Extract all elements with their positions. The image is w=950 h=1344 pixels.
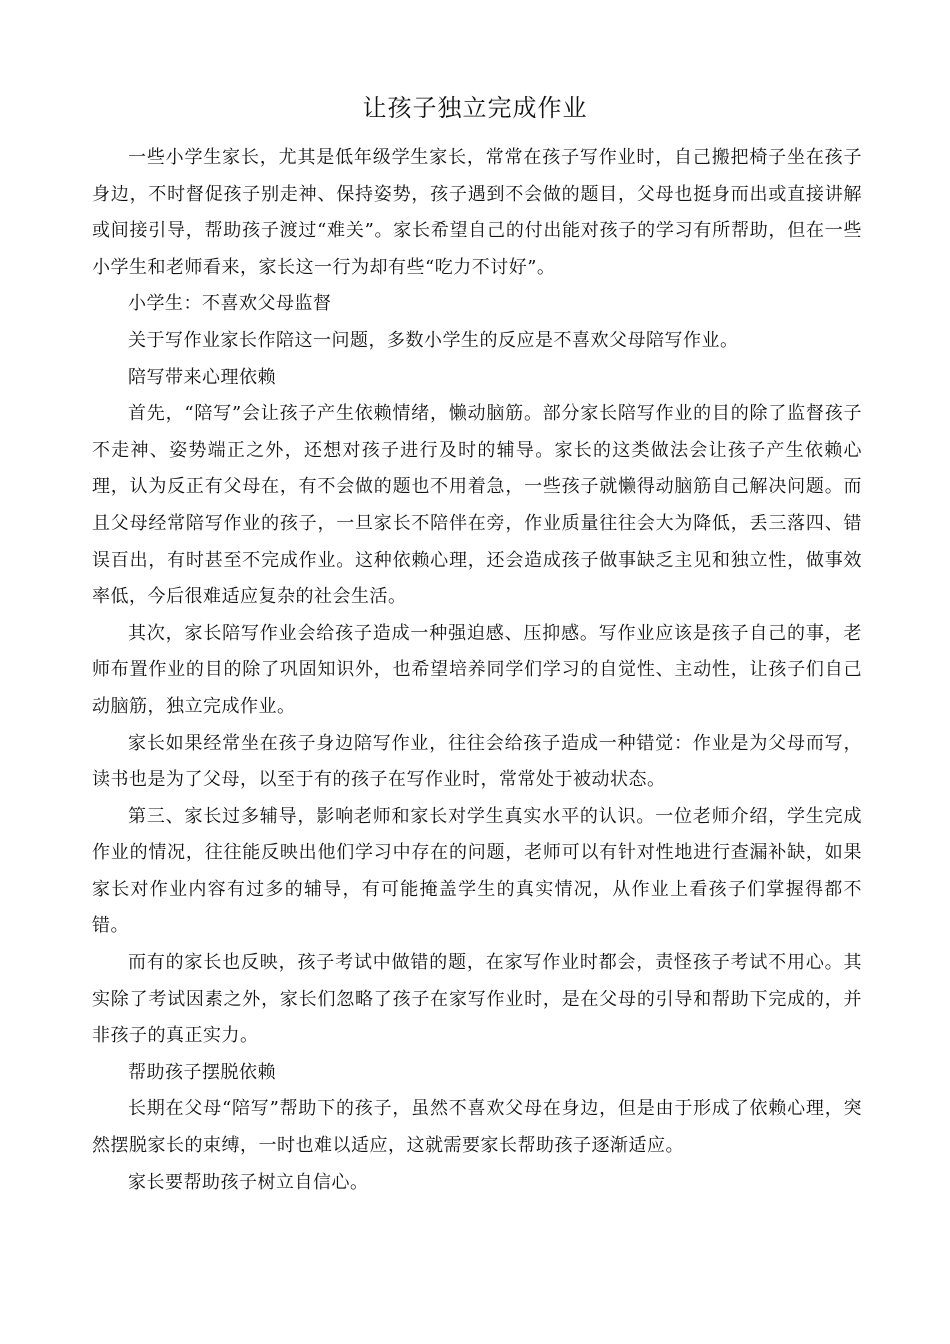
paragraph-illusion: 家长如果经常坐在孩子身边陪写作业，往往会给孩子造成一种错觉：作业是为父母而写，读书也是为了父母，以至于有的孩子在写作业时，常常处于被动状态。 — [92, 732, 862, 791]
section-heading-help: 帮助孩子摆脱依赖 — [128, 1061, 276, 1083]
paragraph-students-reaction: 关于写作业家长作陪这一问题，多数小学生的反应是不喜欢父母陪写作业。 — [128, 329, 739, 351]
document-title: 让孩子独立完成作业 — [362, 94, 588, 122]
paragraph-intro: 一些小学生家长，尤其是低年级学生家长，常常在孩子写作业时，自己搬把椅子坐在孩子身边，不时督促孩子别走神、保持姿势，孩子遇到不会做的题目，父母也挺身而出或直接讲解或间接引导，帮助孩子渡过“难关”。家长希望自己的付出能对孩子的学习有所帮助，但在一些小学生和老师看来，家长这一行为却有些“吃力不讨好”。 — [92, 147, 862, 278]
paragraph-second-reason: 其次，家长陪写作业会给孩子造成一种强迫感、压抑感。写作业应该是孩子自己的事，老师布置作业的目的除了巩固知识外，也希望培养同学们学习的自觉性、主动性，让孩子们自己动脑筋，独立完成作业。 — [92, 622, 862, 717]
paragraph-third-reason: 第三、家长过多辅导，影响老师和家长对学生真实水平的认识。一位老师介绍，学生完成作业的情况，往往能反映出他们学习中存在的问题，老师可以有针对性地进行查漏补缺，如果家长对作业内容有过多的辅导，有可能掩盖学生的真实情况，从作业上看孩子们掌握得都不错。 — [92, 805, 862, 937]
section-heading-dependence: 陪写带来心理依赖 — [128, 366, 276, 388]
paragraph-exam-feedback: 而有的家长也反映，孩子考试中做错的题，在家写作业时都会，责怪孩子考试不用心。其实除了考试因素之外，家长们忽略了孩子在家写作业时，是在父母的引导和帮助下完成的，并非孩子的真正实力。 — [92, 952, 862, 1047]
paragraph-adaptation: 长期在父母“陪写”帮助下的孩子，虽然不喜欢父母在身边，但是由于形成了依赖心理，突然摆脱家长的束缚，一时也难以适应，这就需要家长帮助孩子逐渐适应。 — [92, 1098, 862, 1157]
section-heading-students: 小学生：不喜欢父母监督 — [128, 293, 332, 315]
paragraph-first-reason: 首先，“陪写”会让孩子产生依赖情绪，懒动脑筋。部分家长陪写作业的目的除了监督孩子不走神、姿势端正之外，还想对孩子进行及时的辅导。家长的这类做法会让孩子产生依赖心理，认为反正有父母在，有不会做的题也不用着急，一些孩子就懒得动脑筋自己解决问题。而且父母经常陪写作业的孩子，一旦家长不陪伴在旁，作业质量往往会大为降低，丢三落四、错误百出，有时甚至不完成作业。这种依赖心理，还会造成孩子做事缺乏主见和独立性，做事效率低，今后很难适应复杂的社会生活。 — [92, 403, 862, 608]
paragraph-confidence: 家长要帮助孩子树立自信心。 — [128, 1171, 369, 1193]
document-body — [92, 140, 862, 1201]
